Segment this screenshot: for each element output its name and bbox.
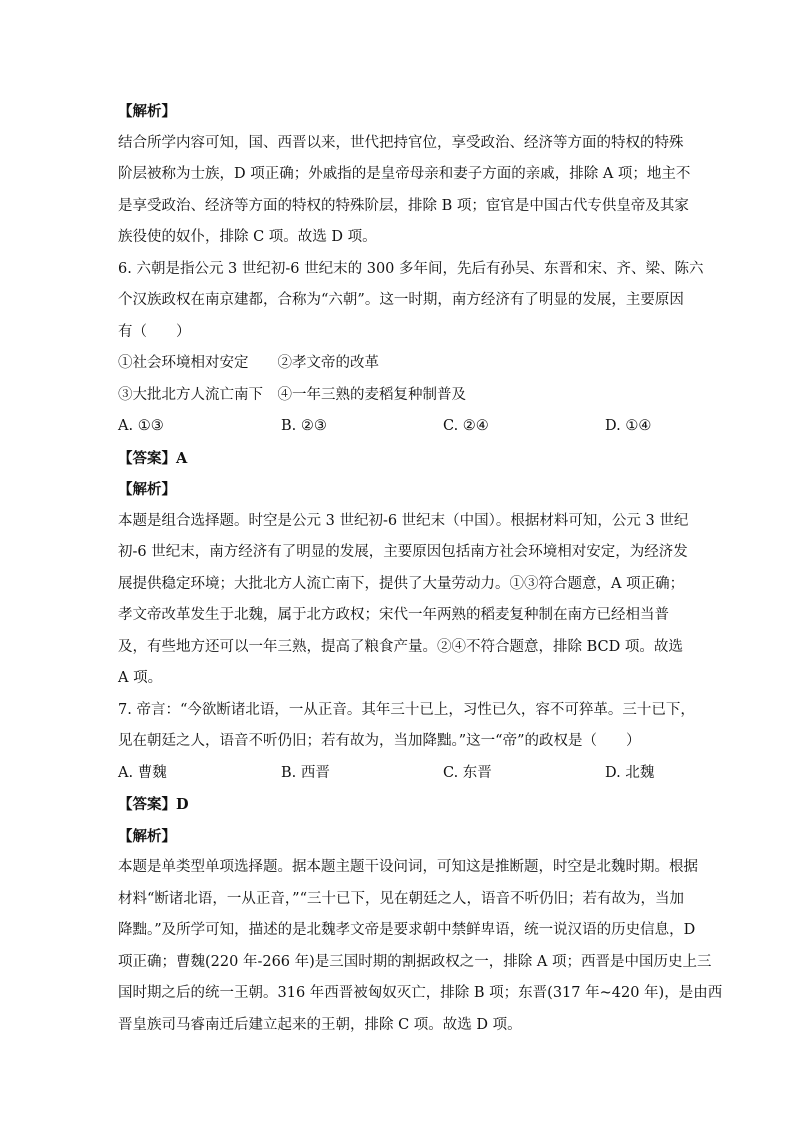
q7-option-c: C. 东晋	[443, 764, 492, 781]
q6-analysis-line: 孝文帝改革发生于北魏，属于北方政权；宋代一年两熟的稻麦复种制在南方已经相当普	[118, 607, 669, 623]
q6-option-d: D. ①④	[605, 418, 652, 434]
q7-analysis-line: 晋皇族司马睿南迁后建立起来的王朝，排除 C 项。故选 D 项。	[118, 1016, 522, 1033]
q7-stem-line: 7. 帝言：“今欲断诸北语，一从正音。其年三十已上，习性已久，容不可猝革。三十已下，	[118, 701, 695, 718]
q6-option-b: B. ②③	[281, 418, 327, 434]
q6-stem-line: 6. 六朝是指公元 3 世纪初-6 世纪末的 300 多年间，先后有孙吴、东晋和宋、齐、梁、陈六	[118, 260, 704, 277]
q6-analysis-line: 及，有些地方还可以一年三熟，提高了粮食产量。②④不符合题意，排除 BCD 项。故选	[118, 638, 683, 655]
q6-analysis-line: 展提供稳定环境；大批北方人流亡南下，提供了大量劳动力。①③符合题意，A 项正确；	[118, 575, 685, 592]
q6-answer: 【答案】A	[118, 449, 188, 467]
q7-analysis-line: 项正确；曹魏(220 年-266 年)是三国时期的割据政权之一，排除 A 项；西晋是中国历史上三	[118, 953, 712, 970]
q5-analysis-line: 是享受政治、经济等方面的特权的特殊阶层，排除 B 项；宦官是中国古代专供皇帝及其家	[118, 197, 689, 214]
q7-analysis-line: 国时期之后的统一王朝。316 年西晋被匈奴灭亡，排除 B 项；东晋(317 年~420 年)，是由西	[118, 985, 723, 1001]
q6-stem-line: 有（ ）	[118, 323, 191, 340]
q7-option-d: D. 北魏	[605, 764, 655, 781]
q6-analysis-heading: 【解析】	[118, 481, 176, 498]
q7-stem-line: 见在朝廷之人，语音不听仍旧；若有故为，当加降黜。”这一“帝”的政权是（ ）	[118, 733, 641, 749]
q7-analysis-heading: 【解析】	[118, 827, 176, 845]
q6-analysis-line: 初-6 世纪末，南方经济有了明显的发展，主要原因包括南方社会环境相对安定，为经济发	[118, 544, 688, 560]
q7-option-a: A. 曹魏	[118, 764, 167, 781]
document-page	[118, 96, 723, 1041]
q5-analysis-line: 阶层被称为士族，D 项正确；外戚指的是皇帝母亲和妻子方面的亲戚，排除 A 项；地主不	[118, 166, 691, 182]
q7-analysis-line: 本题是单类型单项选择题。据本题主题干设问词，可知这是推断题，时空是北魏时期。根据	[118, 859, 698, 875]
q6-options	[118, 411, 688, 443]
q5-analysis-line: 结合所学内容可知，国、西晋以来，世代把持官位，享受政治、经济等方面的特权的特殊	[118, 134, 684, 151]
q5-analysis-heading: 【解析】	[118, 103, 176, 120]
q6-item-line: ③大批北方人流亡南下 ④一年三熟的麦稻复种制普及	[118, 386, 466, 403]
q5-analysis-line: 族役使的奴仆，排除 C 项。故选 D 项。	[118, 229, 377, 245]
q7-analysis-line: 降黜。”及所学可知，描述的是北魏孝文帝是要求朝中禁鲜卑语，统一说汉语的历史信息，D	[118, 922, 696, 938]
q6-option-a: A. ①③	[118, 418, 164, 434]
q7-option-b: B. 西晋	[281, 764, 330, 781]
q6-stem-line: 个汉族政权在南京建都，合称为“六朝”。这一时期，南方经济有了明显的发展，主要原因	[118, 292, 684, 308]
q6-analysis-line: 本题是组合选择题。时空是公元 3 世纪初-6 世纪末（中国）。根据材料可知，公元 3 世纪	[118, 512, 689, 529]
q6-item-line: ①社会环境相对安定 ②孝文帝的改革	[118, 355, 379, 371]
q7-answer: 【答案】D	[118, 796, 189, 813]
q7-analysis-line: 材料“断诸北语，一从正音，”“三十已下，见在朝廷之人，语音不听仍旧；若有故为，当加	[118, 890, 684, 907]
q6-option-c: C. ②④	[443, 418, 489, 434]
q7-options	[118, 758, 688, 790]
q6-analysis-line: A 项。	[118, 670, 163, 686]
